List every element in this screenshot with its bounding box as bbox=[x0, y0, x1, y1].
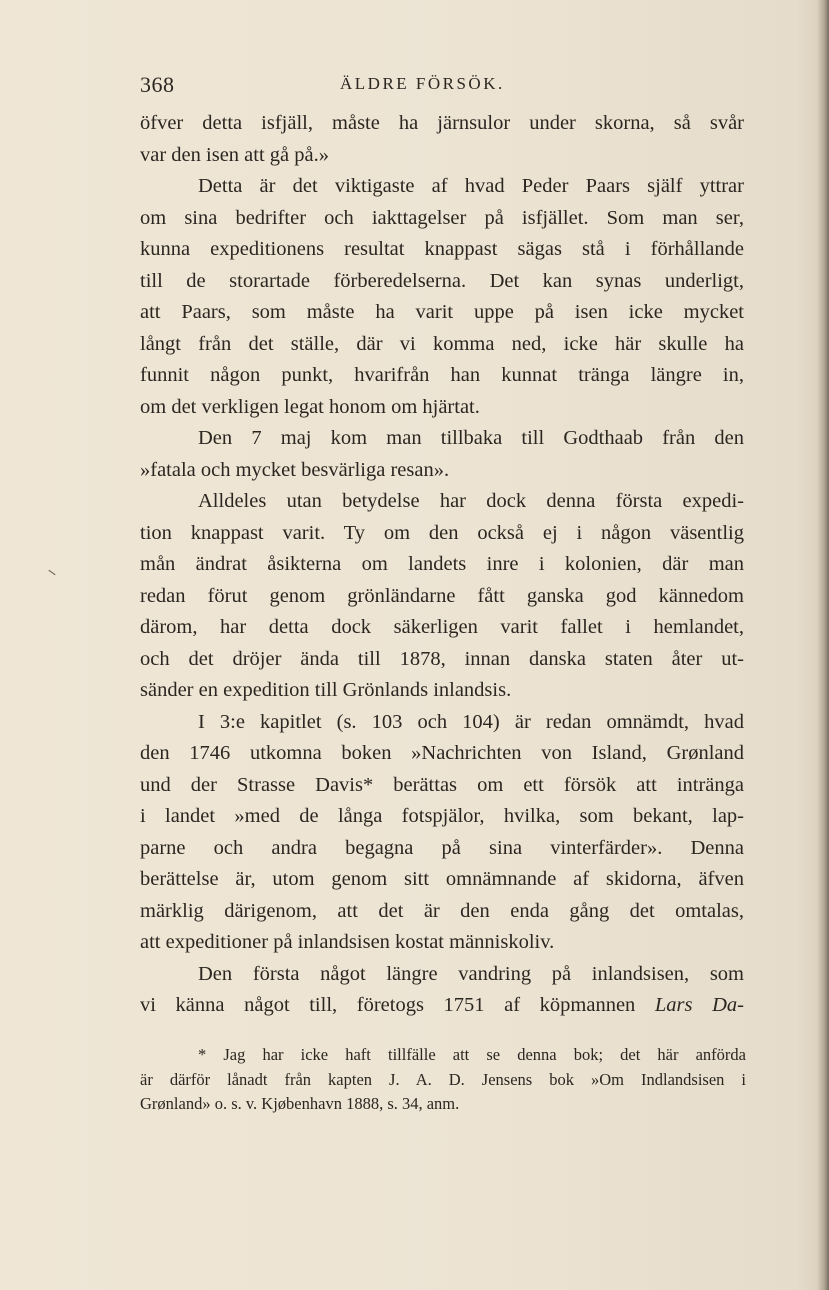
body-line: Alldeles utan betydelse har dock denna första expedi- bbox=[198, 490, 744, 512]
body-line: Detta är det viktigaste af hvad Peder Paars själf yttrar bbox=[198, 175, 744, 197]
body-line-text: vi känna något till, företogs 1751 af köpmannen bbox=[140, 994, 636, 1016]
body-line: därom, har detta dock säkerligen varit fallet i hemlandet, bbox=[140, 616, 744, 638]
footnote-line: är därför lånadt från kapten J. A. D. Jensens bok »Om Indlandsisen i bbox=[140, 1069, 746, 1089]
body-line: den 1746 utkomna boken »Nachrichten von Island, Grønland bbox=[140, 742, 744, 764]
body-line: I 3:e kapitlet (s. 103 och 104) är redan omnämdt, hvad bbox=[198, 710, 744, 733]
body-line: öfver detta isfjäll, måste ha järnsulor under skorna, så svår bbox=[140, 112, 744, 134]
body-line: om det verkligen legat honom om hjärtat. bbox=[140, 395, 480, 418]
body-line: långt från det ställe, där vi komma ned, icke här skulle ha bbox=[140, 332, 744, 355]
body-line: »fatala och mycket besvärliga resan». bbox=[140, 458, 450, 481]
body-line: sänder en expedition till Grönlands inlandsis. bbox=[140, 679, 512, 701]
margin-mark bbox=[48, 570, 55, 575]
page-header bbox=[140, 72, 744, 100]
body-line: funnit någon punkt, hvarifrån han kunnat tränga längre in, bbox=[140, 364, 744, 386]
body-line: Den 7 maj kom man tillbaka till Godthaab från den bbox=[198, 427, 744, 449]
page-edge-shadow bbox=[817, 0, 829, 1290]
footnote bbox=[140, 1043, 746, 1117]
body-line-final bbox=[140, 990, 744, 1022]
body-line: till de storartade förberedelserna. Det kan synas underligt, bbox=[140, 269, 744, 292]
body-text bbox=[140, 108, 744, 1022]
body-line: märklig därigenom, att det är den enda gång det omtalas, bbox=[140, 899, 744, 922]
body-line: om sina bedrifter och iakttagelser på isfjället. Som man ser, bbox=[140, 206, 744, 229]
body-line: berättelse är, utom genom sitt omnämnande af skidorna, äfven bbox=[140, 868, 744, 890]
body-line: mån ändrat åsikterna om landets inre i kolonien, där man bbox=[140, 553, 744, 575]
italic-name: Lars Da- bbox=[654, 994, 744, 1016]
footnote-line: Grønland» o. s. v. Kjøbenhavn 1888, s. 34, anm. bbox=[140, 1094, 460, 1113]
running-head: ÄLDRE FÖRSÖK. bbox=[340, 74, 505, 93]
page-number: 368 bbox=[140, 72, 175, 97]
body-line: und der Strasse Davis* berättas om ett försök att intränga bbox=[140, 773, 744, 796]
body-line: redan förut genom grönländarne fått ganska god kännedom bbox=[140, 584, 744, 607]
body-line: att Paars, som måste ha varit uppe på isen icke mycket bbox=[140, 301, 744, 323]
body-line: och det dröjer ända till 1878, innan danska staten åter ut- bbox=[140, 647, 744, 670]
body-line: att expeditioner på inlandsisen kostat människoliv. bbox=[140, 931, 555, 953]
body-line: tion knappast varit. Ty om den också ej i någon väsentlig bbox=[140, 521, 744, 544]
body-line: i landet »med de långa fotspjälor, hvilka, som bekant, lap- bbox=[140, 805, 744, 827]
footnote-line: * Jag har icke haft tillfälle att se denna bok; det här anförda bbox=[198, 1045, 746, 1064]
body-line: parne och andra begagna på sina vinterfärder». Denna bbox=[140, 836, 744, 859]
body-line: kunna expeditionens resultat knappast sägas stå i förhållande bbox=[140, 238, 744, 260]
body-line: Den första något längre vandring på inlandsisen, som bbox=[198, 962, 744, 985]
body-line: var den isen att gå på.» bbox=[140, 143, 329, 166]
